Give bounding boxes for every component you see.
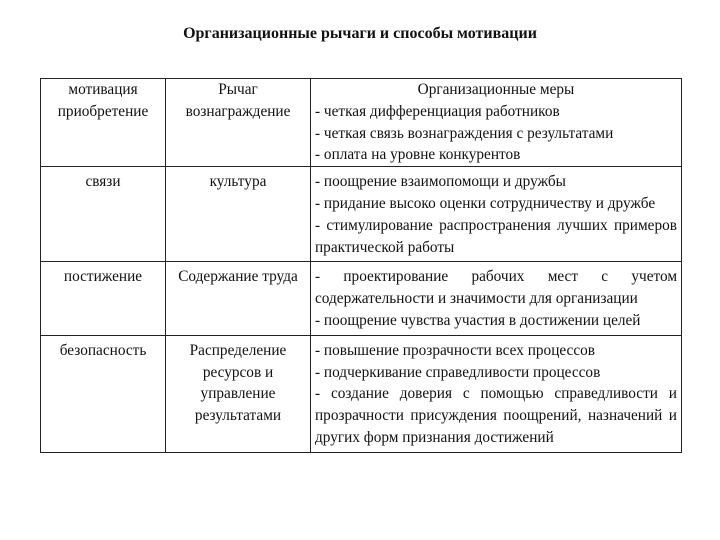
header-lever: Рычаг	[166, 79, 311, 101]
motivation-cell: связи	[41, 167, 166, 262]
table-row	[41, 167, 682, 262]
measure-item: - создание доверия с помощью справедливости и прозрачности присуждения поощрений, назначений и других форм признания достижений	[315, 385, 677, 446]
measure-item: - стимулирование распространения лучших примеров практической работы	[315, 216, 677, 256]
measures-cell	[311, 167, 682, 262]
measure-item: - четкая связь вознаграждения с результатами	[315, 124, 614, 142]
header-motivation: мотивация	[41, 79, 166, 101]
lever-cell: вознаграждение	[166, 101, 311, 167]
table-row	[41, 335, 682, 452]
lever-cell: культура	[166, 167, 311, 262]
measure-item: - поощрение чувства участия в достижении целей	[315, 311, 641, 329]
measure-item: - поощрение взаимопомощи и дружбы	[315, 173, 566, 191]
lever-cell: Распределение ресурсов и управление результатами	[166, 335, 311, 452]
measure-item: - оплата на уровне конкурентов	[315, 146, 521, 164]
motivation-table	[40, 78, 682, 453]
page-title: Организационные рычаги и способы мотивации	[183, 25, 537, 42]
measure-item: - повышение прозрачности всех процессов	[315, 341, 596, 359]
motivation-cell: постижение	[41, 262, 166, 335]
header-measures: Организационные меры	[311, 79, 682, 101]
measure-item: - придание высоко оценки сотрудничеству и дружбе	[315, 194, 656, 212]
measures-cell	[311, 262, 682, 335]
table-row	[41, 262, 682, 335]
lever-cell: Содержание труда	[166, 262, 311, 335]
measure-item: - проектирование рабочих мест с учетом содержательности и значимости для организации	[315, 268, 677, 308]
table-header-row	[41, 79, 682, 101]
measures-cell	[311, 101, 682, 167]
motivation-cell: приобретение	[41, 101, 166, 167]
measure-item: - четкая дифференциация работников	[315, 102, 560, 120]
measures-cell	[311, 335, 682, 452]
measure-item: - подчеркивание справедливости процессов	[315, 363, 601, 381]
motivation-cell: безопасность	[41, 335, 166, 452]
table-row	[41, 101, 682, 167]
